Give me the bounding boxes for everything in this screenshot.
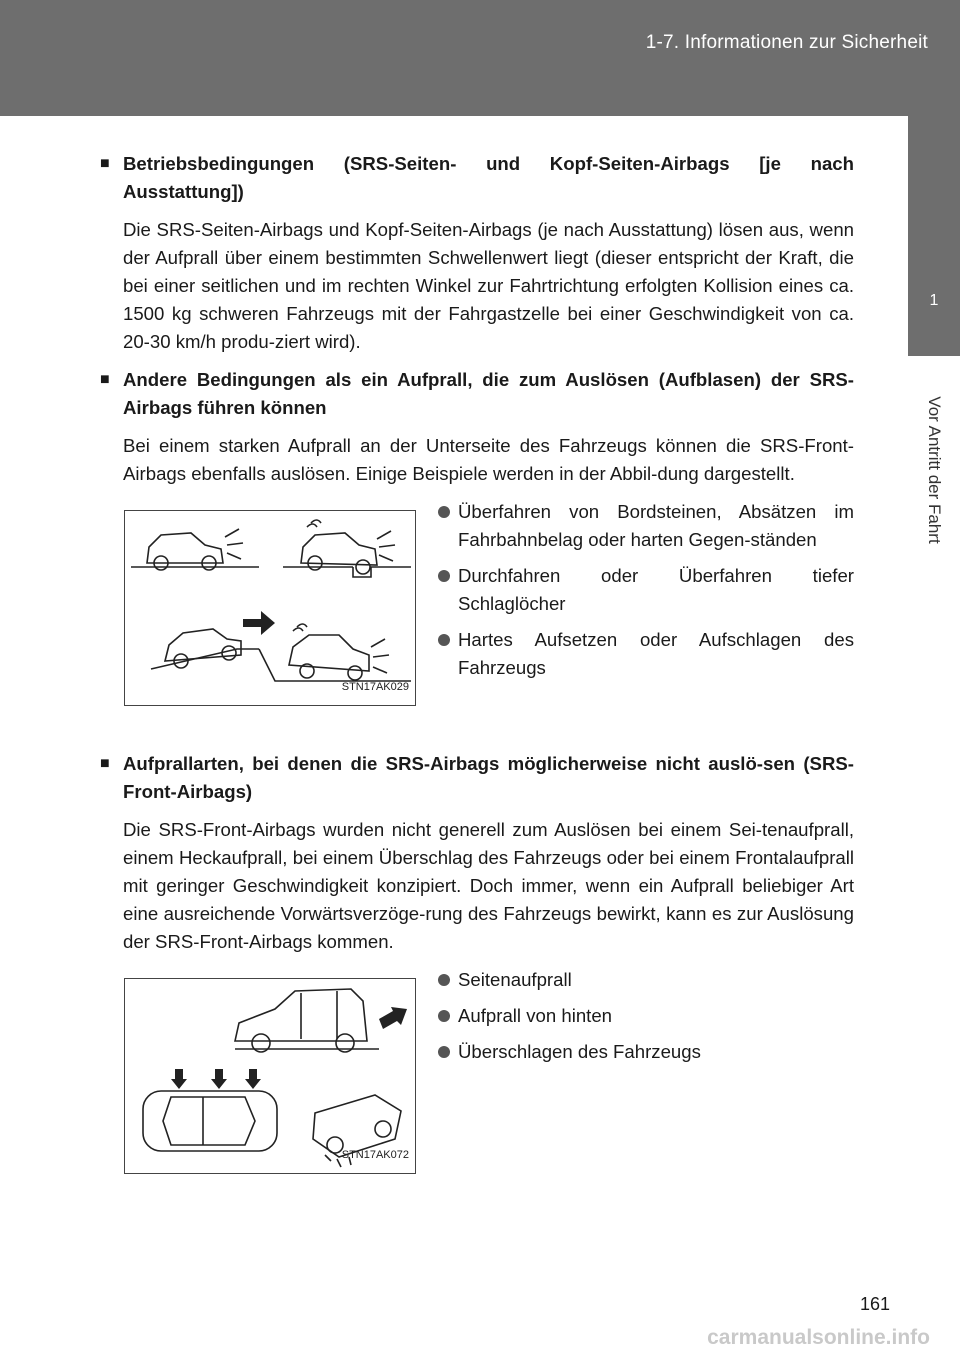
section-heading-text: Aufprallarten, bei denen die SRS-Airbags möglicherweise nicht auslö-sen (SRS-Front-Airbags) — [123, 753, 854, 802]
figure-code: STN17AK072 — [341, 1149, 409, 1161]
watermark: carmanualsonline.info — [707, 1326, 930, 1349]
square-bullet-icon: ■ — [100, 755, 110, 772]
circle-bullet-icon — [438, 1046, 450, 1058]
list-item — [436, 1038, 854, 1066]
figure-non-deploy-impacts — [100, 966, 854, 1206]
chapter-tab-label: Vor Antritt der Fahrt — [925, 396, 944, 544]
page-header — [0, 0, 960, 116]
chapter-title: 1-7. Informationen zur Sicherheit — [645, 32, 928, 53]
circle-bullet-icon — [438, 570, 450, 582]
section-heading-other-conditions — [100, 366, 854, 422]
page-number: 161 — [859, 1294, 890, 1314]
chapter-tab — [908, 116, 960, 356]
section-heading-side-airbags — [100, 150, 854, 206]
section-text-other-conditions: Bei einem starken Aufprall an der Unterseite des Fahrzeugs können die SRS-Front-Airbags ebenfalls auslösen. Einige Beispiele werden in der Abbil-dung dargestellt. — [123, 435, 854, 484]
list-item-text: Überschlagen des Fahrzeugs — [458, 1041, 701, 1062]
list-item-text: Seitenaufprall — [458, 969, 572, 990]
circle-bullet-icon — [438, 974, 450, 986]
figure-bullet-list — [436, 966, 854, 1074]
list-item — [436, 498, 854, 554]
page-content — [100, 150, 854, 1214]
section-heading-text: Andere Bedingungen als ein Aufprall, die zum Auslösen (Aufblasen) der SRS-Airbags führen können — [123, 369, 854, 418]
list-item-text: Hartes Aufsetzen oder Aufschlagen des Fahrzeugs — [458, 629, 854, 678]
list-item — [436, 626, 854, 682]
section-heading-no-deploy — [100, 750, 854, 806]
underbody-impact-illustration — [124, 510, 416, 706]
figure-bullet-list — [436, 498, 854, 690]
circle-bullet-icon — [438, 634, 450, 646]
circle-bullet-icon — [438, 506, 450, 518]
circle-bullet-icon — [438, 1010, 450, 1022]
chapter-tab-number: 1 — [929, 292, 939, 309]
list-item — [436, 562, 854, 618]
section-heading-text: Betriebsbedingungen (SRS-Seiten- und Kopf-Seiten-Airbags [je nach Ausstattung]) — [123, 153, 854, 202]
non-deploy-impact-illustration — [124, 978, 416, 1174]
figure-underbody-impact — [100, 498, 854, 742]
list-item — [436, 1002, 854, 1030]
square-bullet-icon: ■ — [100, 371, 110, 388]
figure-code: STN17AK029 — [341, 681, 409, 693]
section-text-no-deploy: Die SRS-Front-Airbags wurden nicht generell zum Auslösen bei einem Sei-tenaufprall, einem Heckaufprall, bei einem Überschlag des Fahrzeugs oder bei einem Frontalaufprall mit geringer Geschwindigkeit konzipiert. Doch immer, wenn ein Aufprall beliebiger Art eine ausreichende Vorwärtsverzöge-rung des Fahrzeugs bewirkt, kann es zur Auslösung der SRS-Front-Airbags kommen. — [123, 819, 854, 952]
list-item-text: Durchfahren oder Überfahren tiefer Schlaglöcher — [458, 565, 854, 614]
list-item — [436, 966, 854, 994]
list-item-text: Überfahren von Bordsteinen, Absätzen im Fahrbahnbelag oder harten Gegen-ständen — [458, 501, 854, 550]
section-text-side-airbags: Die SRS-Seiten-Airbags und Kopf-Seiten-Airbags (je nach Ausstattung) lösen aus, wenn der Aufprall über einem bestimmten Schwellenwert liegt (dieser entspricht der Kraft, die bei einer seitlichen und im rechten Winkel zur Fahrtrichtung erfolgten Kollision eines ca. 1500 kg schweren Fahrzeugs mit der Fahrgastzelle bei einer Geschwindigkeit von ca. 20-30 km/h produ-ziert wird). — [123, 219, 854, 352]
list-item-text: Aufprall von hinten — [458, 1005, 613, 1026]
square-bullet-icon: ■ — [100, 155, 110, 172]
